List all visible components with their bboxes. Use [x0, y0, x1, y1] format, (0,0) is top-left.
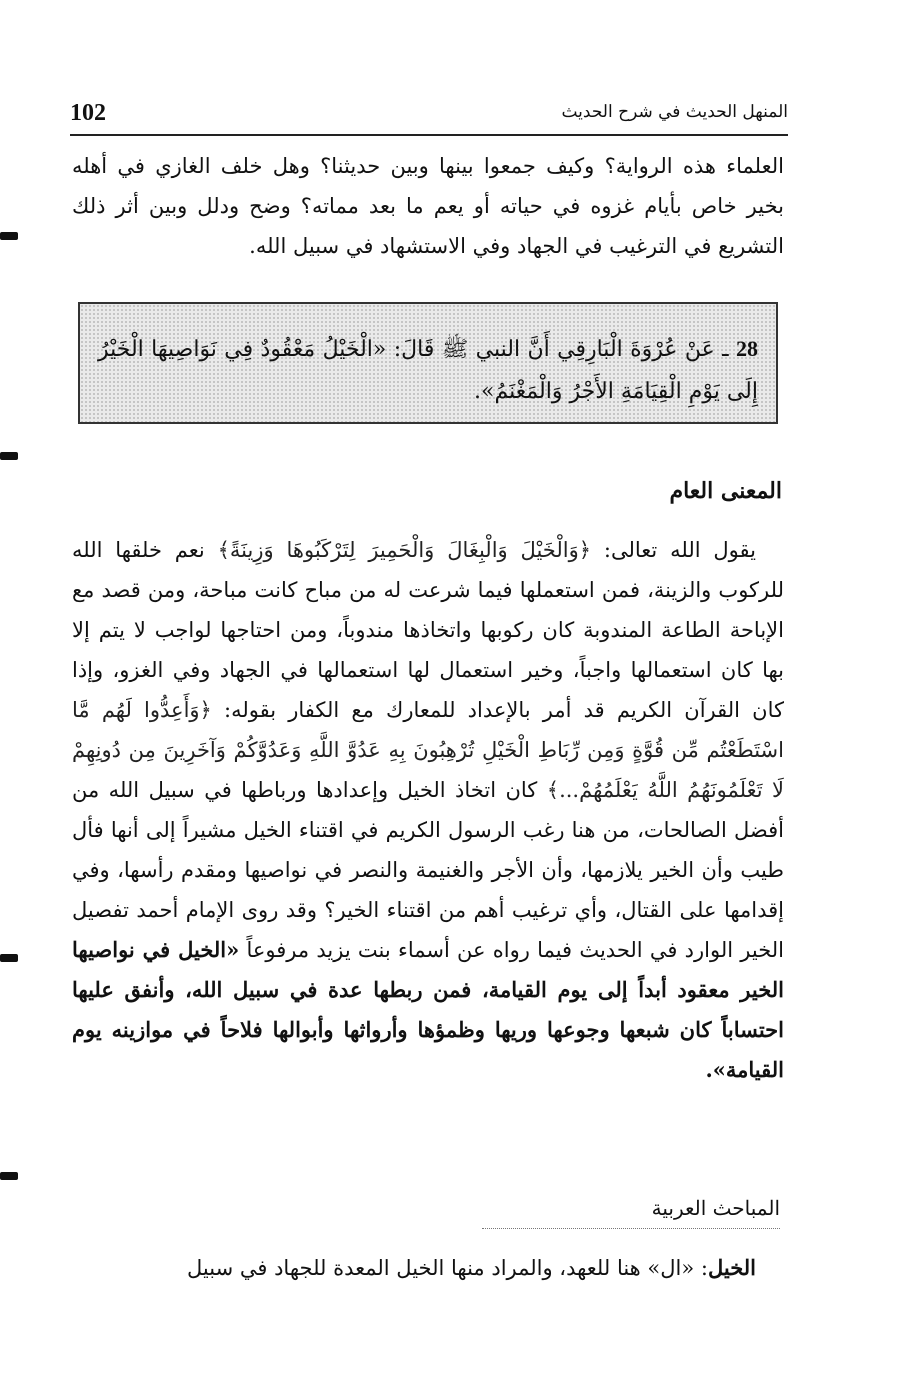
quran-verse-1: ﴿وَالْخَيْلَ وَالْبِغَالَ وَالْحَمِيرَ لِتَرْكَبُوهَا وَزِينَةً﴾: [217, 538, 592, 562]
subsection-heading: المباحث العربية: [651, 1196, 780, 1220]
body-text-1: يقول الله تعالى:: [591, 538, 756, 562]
margin-mark: [0, 232, 18, 240]
hadith-body: ـ عَنْ عُرْوَةَ الْبَارِقِي أَنَّ النبي ﷺ قَالَ: «الْخَيْلُ مَعْقُودٌ فِي نَوَاصِيهَا الْخَيْرُ إِلَى يَوْمِ الْقِيَامَةِ الأَجْرُ وَالْمَغْنَمُ».: [98, 337, 758, 404]
margin-mark: [0, 1172, 18, 1180]
hadith-box: [78, 302, 778, 424]
running-title: المنهل الحديث في شرح الحديث: [561, 102, 788, 122]
body-paragraph: [72, 530, 784, 1090]
hadith-text: [98, 328, 758, 413]
header-rule: [70, 134, 788, 136]
term-label: الخيل: [707, 1255, 756, 1280]
page-header: [70, 96, 788, 136]
margin-mark: [0, 452, 18, 460]
section-heading: المعنى العام: [669, 478, 782, 504]
body-text-2: نعم خلقها الله للركوب والزينة، فمن استعملها فيما شرعت له من مباح كانت مباحة، ومن قصد مع الإباحة الطاعة المندوبة كان ركوبها واتخاذها مندوباً، ومن احتاجها لواجب لا يتم إلا بها كان استعمالها واجباً، وخير استعمال لها استعمالها في الجهاد وفي الغزو، وإذا كان القرآن الكريم قد أمر بالإعداد للمعارك مع الكفار بقوله:: [72, 538, 784, 722]
hadith-number: 28: [736, 336, 758, 361]
last-line: [72, 1248, 784, 1288]
page-number: 102: [70, 100, 106, 126]
subsection-rule: [482, 1228, 780, 1229]
margin-mark: [0, 954, 18, 962]
body-text-3: كان اتخاذ الخيل وإعدادها ورباطها في سبيل الله من أفضل الصالحات، من هنا رغب الرسول الكريم في اقتناء الخيل مشيراً إلى أنها فأل طيب وأن الخير يلازمها، وأن الأجر والغنيمة والنصر في نواصيها ومقدم رأسها، وفي إقدامها على القتال، وأي ترغيب أهم من اقتناء الخير؟ وقد روى الإمام أحمد تفصيل الخير الوارد في الحديث فيما رواه عن أسماء بنت يزيد مرفوعاً: [72, 778, 785, 962]
bold-hadith-quote: «الخيل في نواصيها الخير معقود أبداً إلى يوم القيامة، فمن ربطها عدة في سبيل الله، وأنفق عليها احتساباً كان شبعها وجوعها وريها وظمؤها وأرواثها وأبوالها فلاحاً في موازينه يوم القيامة».: [72, 937, 784, 1082]
intro-paragraph: العلماء هذه الرواية؟ وكيف جمعوا بينها وبين حديثنا؟ وهل خلف الغازي في أهله بخير خاص بأيام غزوه في حياته أو يعم ما بعد مماته؟ وضح ودلل وبين أثر ذلك التشريع في الترغيب في الجهاد وفي الاستشهاد في سبيل الله.: [72, 154, 784, 258]
quran-verse-2: ﴿وَأَعِدُّوا لَهُم مَّا اسْتَطَعْتُم مِّن قُوَّةٍ وَمِن رِّبَاطِ الْخَيْلِ تُرْهِبُونَ بِهِ عَدُوَّ اللَّهِ وَعَدُوَّكُمْ وَآخَرِينَ مِن دُونِهِمْ لَا تَعْلَمُونَهُمُ اللَّهُ يَعْلَمُهُمْ...﴾: [72, 698, 785, 802]
term-definition: : «ال» هنا للعهد، والمراد منها الخيل المعدة للجهاد في سبيل: [187, 1256, 708, 1280]
